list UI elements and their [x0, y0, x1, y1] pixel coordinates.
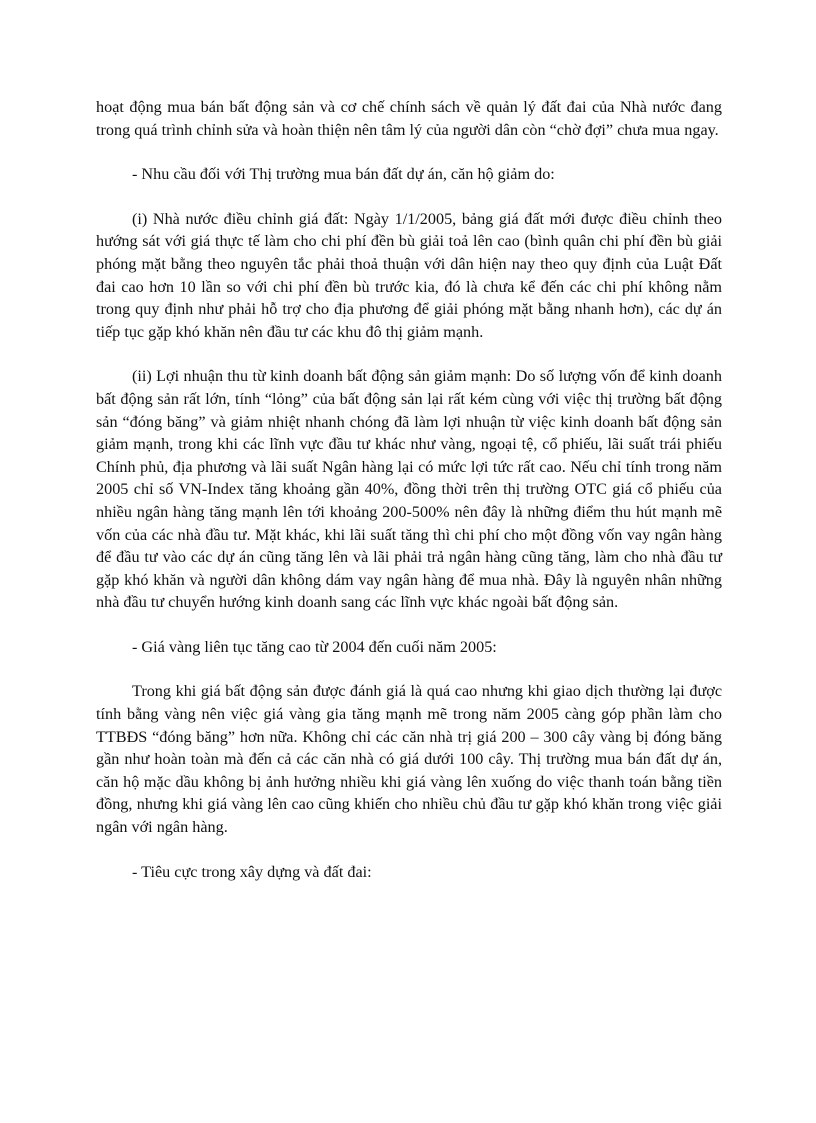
- paragraph-continuation: hoạt động mua bán bất động sản và cơ chế chính sách về quản lý đất đai của Nhà nước đang trong quá trình chỉnh sửa và hoàn thiện nên tâm lý của người dân còn “chờ đợi” chưa mua ngay.: [96, 98, 722, 139]
- section-heading-demand: - Nhu cầu đối với Thị trường mua bán đất dự án, căn hộ giảm do:: [132, 165, 555, 184]
- document-page: [96, 96, 722, 905]
- paragraph-gold-price: Trong khi giá bất động sản được đánh giá là quá cao nhưng khi giao dịch thường lại được tính bằng vàng nên việc giá vàng gia tăng mạnh mẽ trong năm 2005 càng góp phần làm cho TTBĐS “đóng băng” hơn nữa. Không chỉ các căn nhà trị giá 200 – 300 cây vàng bị đóng băng gần như hoàn toàn mà đến cả các căn nhà có giá dưới 100 cây. Thị trường mua bán đất dự án, căn hộ mặc dầu không bị ảnh hưởng nhiều khi giá vàng lên xuống do việc thanh toán bằng tiền đồng, nhưng khi giá vàng lên cao cũng khiến cho nhiều chủ đầu tư gặp khó khăn trong việc giải ngân với ngân hàng.: [96, 682, 722, 837]
- paragraph-land-price: (i) Nhà nước điều chỉnh giá đất: Ngày 1/1/2005, bảng giá đất mới được điều chỉnh theo hướng sát với giá thực tế làm cho chi phí đền bù giải toả lên cao (bình quân chi phí đền bù giải phóng mặt bằng theo nguyên tắc phải thoả thuận với dân hiện nay theo quy định của Luật Đất đai cao hơn 10 lần so với chi phí đền bù trước kia, đó là chưa kể đến các chi phí không nằm trong quy định như phải hỗ trợ cho địa phương để giải phóng mặt bằng nhanh hơn), các dự án tiếp tục gặp khó khăn nên đầu tư các khu đô thị giảm mạnh.: [96, 209, 722, 341]
- section-heading-negative: - Tiêu cực trong xây dựng và đất đai:: [132, 862, 372, 881]
- section-heading-gold: - Giá vàng liên tục tăng cao từ 2004 đến cuối năm 2005:: [132, 637, 497, 656]
- paragraph-profit: (ii) Lợi nhuận thu từ kinh doanh bất động sản giảm mạnh: Do số lượng vốn để kinh doanh bất động sản rất lớn, tính “lỏng” của bất động sản lại rất kém cùng với việc thị trường bất động sản “đóng băng” và giảm nhiệt nhanh chóng đã làm lợi nhuận từ việc kinh doanh bất động sản giảm mạnh, trong khi các lĩnh vực đầu tư khác như vàng, ngoại tệ, cổ phiếu, lãi suất trái phiếu Chính phủ, địa phương và lãi suất Ngân hàng lại có mức lợi tức rất cao. Nếu chỉ tính trong năm 2005 chỉ số VN-Index tăng khoảng gần 40%, đồng thời trên thị trường OTC giá cổ phiếu của nhiều ngân hàng tăng mạnh lên tới khoảng 200-500% nên đây là những điểm thu hút mạnh mẽ vốn của các nhà đầu tư. Mặt khác, khi lãi suất tăng thì chi phí cho một đồng vốn vay ngân hàng để đầu tư vào các dự án cũng tăng lên và lãi phải trả ngân hàng cũng tăng, làm cho nhà đầu tư gặp khó khăn và người dân không dám vay ngân hàng để mua nhà. Đây là nguyên nhân những nhà đầu tư chuyển hướng kinh doanh sang các lĩnh vực khác ngoài bất động sản.: [96, 367, 722, 612]
